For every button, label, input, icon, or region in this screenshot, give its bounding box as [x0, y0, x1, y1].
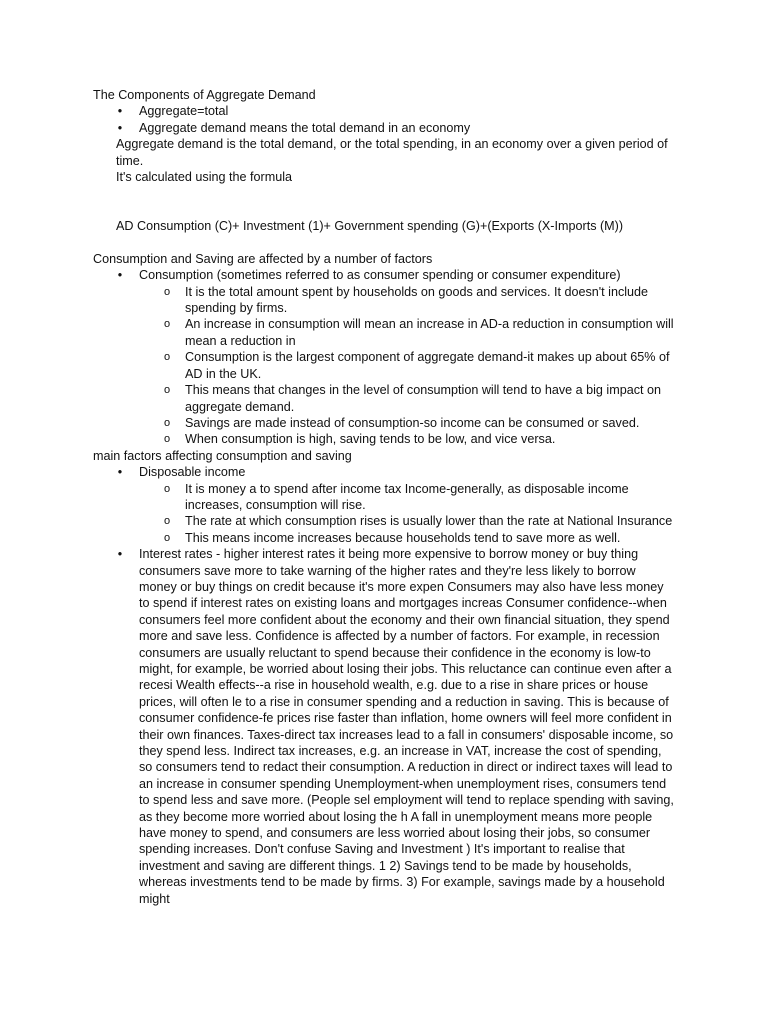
sub-list-item-text: It is the total amount spent by households on goods and services. It doesn't include spending by firms.: [185, 284, 649, 316]
intro-bullet-list: [93, 103, 675, 136]
disposable-income-sublist: [139, 481, 675, 547]
bullet-icon: •: [117, 268, 123, 283]
sub-bullet-icon: o: [163, 285, 171, 298]
sub-list-item: [163, 431, 675, 447]
section-heading-consumption-saving: Consumption and Saving are affected by a number of factors: [93, 251, 433, 266]
sub-bullet-icon: o: [163, 318, 171, 331]
intro-formula-lead: It's calculated using the formula: [116, 170, 293, 185]
sub-bullet-icon: o: [163, 531, 171, 544]
list-item-text: Aggregate=total: [139, 104, 229, 119]
spacer: [93, 185, 675, 218]
list-item-text: Aggregate demand means the total demand in an economy: [139, 120, 471, 135]
list-item: [117, 267, 675, 447]
sub-bullet-icon: o: [163, 482, 171, 495]
sub-list-item: [163, 382, 675, 415]
bullet-icon: •: [117, 120, 123, 135]
spacer: [93, 235, 675, 251]
list-item-text: Disposable income: [139, 465, 246, 480]
sub-list-item-text: Savings are made instead of consumption-so income can be consumed or saved.: [185, 415, 640, 430]
bullet-icon: •: [117, 465, 123, 480]
document-body: [93, 87, 675, 907]
list-item: [117, 120, 675, 136]
list-item: [117, 103, 675, 119]
sub-list-item-text: The rate at which consumption rises is usually lower than the rate at National Insurance: [185, 514, 673, 529]
consumption-sublist: [139, 284, 675, 448]
sub-list-item-text: This means income increases because households tend to save more as well.: [185, 530, 621, 545]
sub-bullet-icon: o: [163, 384, 171, 397]
sub-list-item: [163, 513, 675, 529]
sub-list-item: [163, 481, 675, 514]
list-item-text: Consumption (sometimes referred to as consumer spending or consumer expenditure): [139, 268, 621, 283]
sub-list-item: [163, 316, 675, 349]
sub-list-item: [163, 349, 675, 382]
factors-list: [93, 464, 675, 907]
sub-list-item-text: This means that changes in the level of consumption will tend to have a big impact on aggregate demand.: [185, 383, 662, 414]
section-heading-main-factors: main factors affecting consumption and saving: [93, 448, 352, 463]
intro-paragraph: [93, 136, 675, 185]
bullet-icon: •: [117, 547, 123, 562]
list-item: [117, 546, 675, 907]
sub-list-item-text: Consumption is the largest component of aggregate demand-it makes up about 65% of AD in the UK.: [185, 350, 670, 381]
interest-rates-paragraph: Interest rates - higher interest rates it being more expensive to borrow money or buy thing consumers save more to take warning of the higher rates and they're less likely to borrow money or buy things on credit because it's more expen Consumers may also have less money to spend if interest rates on existing loans and mortgages increas Consumer confidence--when consumers feel more confident about the economy and their own financial situation, they spend more and save less. Confidence is affected by a number of factors. For example, in recession consumers are usually reluctant to spend because their confidence in the economy is low-to might, for example, be worried about losing their jobs. This reluctance can continue even after a recesi Wealth effects--a rise in household wealth, e.g. due to a rise in share prices or house prices, will often le to a rise in consumer spending and a reduction in saving. This is because of consumer confidence-fe prices rise faster than inflation, home owners will feel more confident in their own finances. Taxes-direct tax increases lead to a fall in consumers' disposable income, so they spend less. Indirect tax increases, e.g. an increase in VAT, increase the cost of spending, so consumers tend to redact their consumption. A reduction in direct or indirect taxes will lead to an increase in consumer spending Unemployment-when unemployment rises, consumers tend to spend less and save more. (People sel employment will tend to replace spending with saving, as they become more worried about losing the h A fall in unemployment means more people have money to spend, and consumers are less worried about losing their jobs, so consumer spending increases. Don't confuse Saving and Investment ) It's important to realise that investment and saving are different things. 1 2) Savings tend to be made by households, whereas investments tend to be made by firms. 3) For example, savings made by a household might: [139, 547, 674, 906]
sub-list-item-text: It is money a to spend after income tax Income-generally, as disposable income increases, consumption will rise.: [185, 481, 629, 512]
consumption-list: [93, 267, 675, 447]
sub-bullet-icon: o: [163, 351, 171, 364]
sub-bullet-icon: o: [163, 416, 171, 429]
bullet-icon: •: [117, 104, 123, 119]
sub-bullet-icon: o: [163, 433, 171, 446]
sub-bullet-icon: o: [163, 515, 171, 528]
document-title: The Components of Aggregate Demand: [93, 88, 316, 102]
intro-definition: Aggregate demand is the total demand, or the total spending, in an economy over a given period of time.: [116, 137, 668, 168]
sub-list-item: [163, 530, 675, 546]
ad-formula: AD Consumption (C)+ Investment (1)+ Government spending (G)+(Exports (X-Imports (M)): [116, 219, 624, 234]
sub-list-item: [163, 284, 675, 317]
sub-list-item: [163, 415, 675, 431]
list-item: [117, 464, 675, 546]
sub-list-item-text: When consumption is high, saving tends to be low, and vice versa.: [185, 432, 556, 447]
sub-list-item-text: An increase in consumption will mean an increase in AD-a reduction in consumption will mean a reduction in: [185, 317, 674, 348]
